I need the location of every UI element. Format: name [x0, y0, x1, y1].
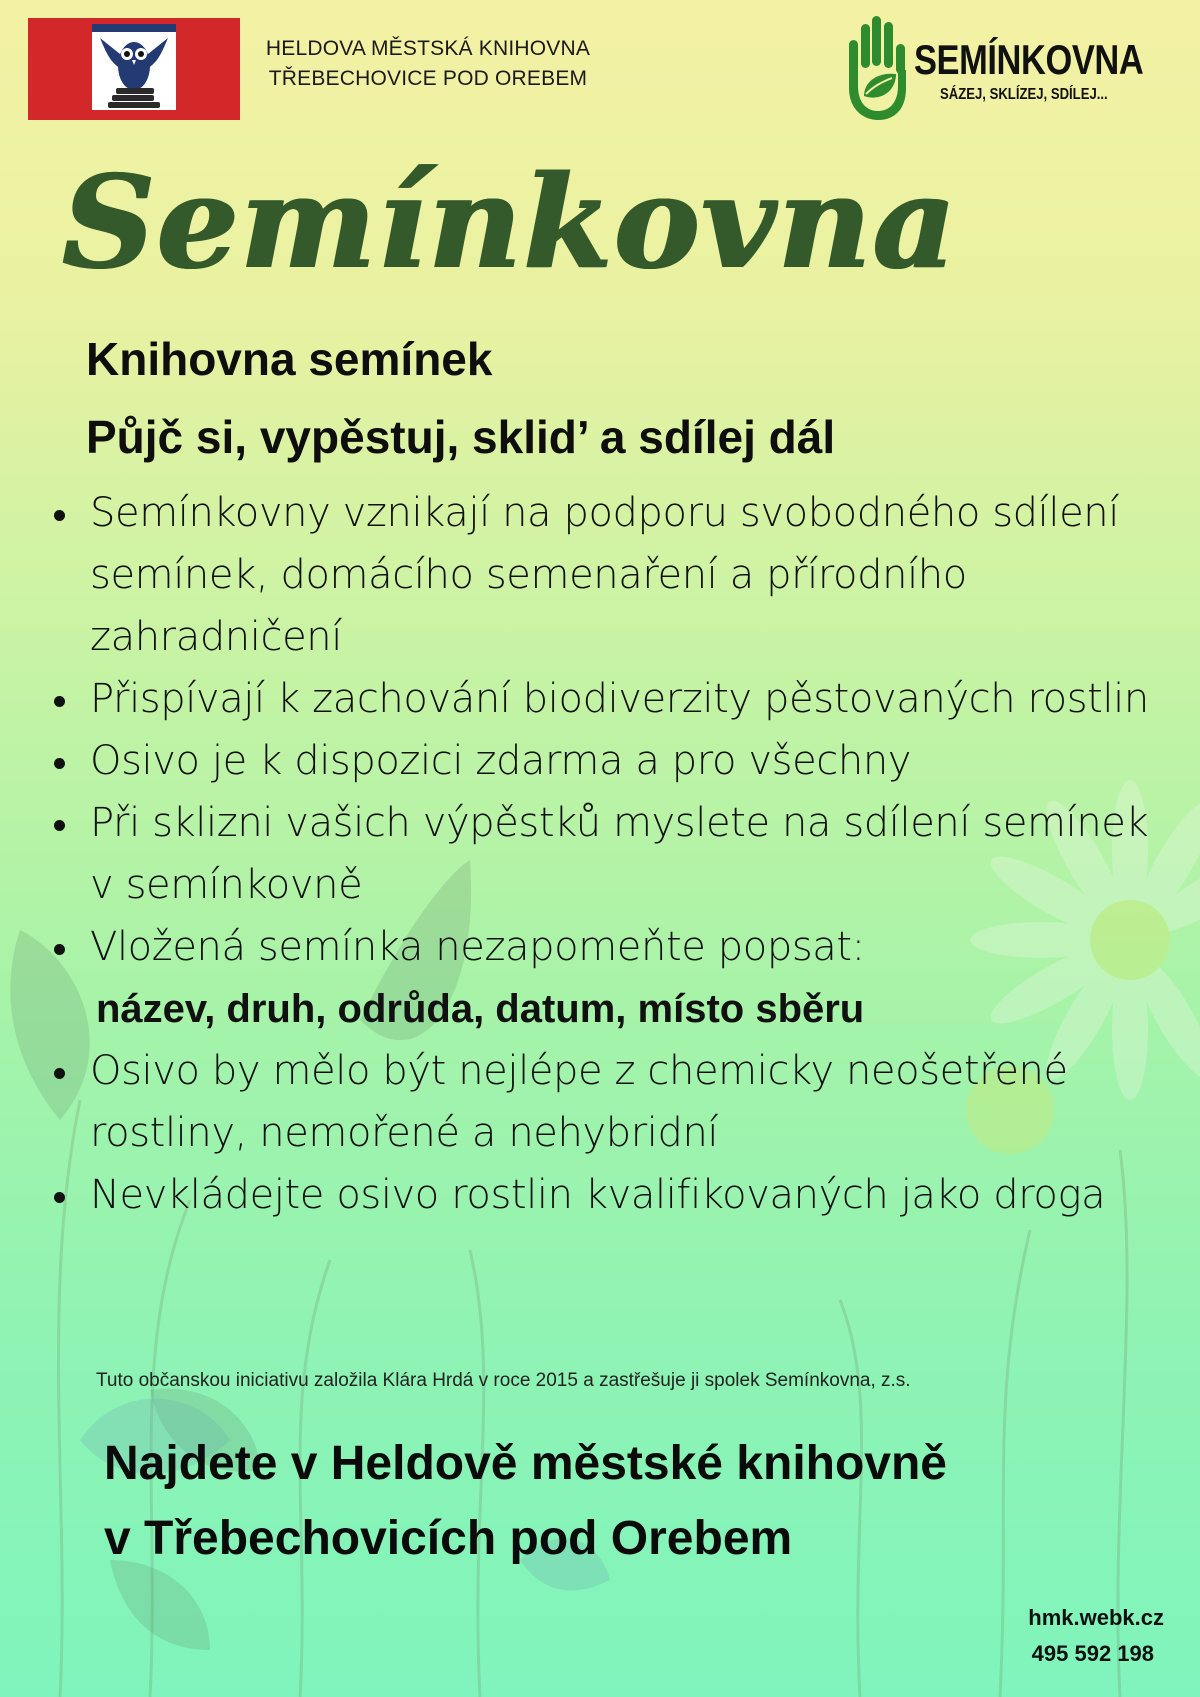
- bullet-item: [50, 668, 1180, 730]
- bullet-dot-icon: [54, 820, 65, 831]
- bullet-text: Přispívají k zachování biodiverzity pěstovaných rostlin: [90, 676, 1149, 722]
- bullet-text: Osivo je k dispozici zdarma a pro všechny: [90, 738, 912, 784]
- library-name-line2: TŘEBECHOVICE POD OREBEM: [268, 67, 588, 90]
- library-name: [248, 34, 608, 94]
- owl-on-books-icon: [92, 24, 176, 110]
- bullet-dot-icon: [54, 944, 65, 955]
- bullet-dot-icon: [54, 1068, 65, 1079]
- bullet-text: Osivo by mělo být nejlépe z chemicky neošetřené rostliny, nemořené a nehybridní: [90, 1048, 1068, 1156]
- bullet-item: [50, 792, 1180, 916]
- phone-number: 495 592 198: [1031, 1641, 1154, 1666]
- bullet-text: Semínkovny vznikají na podporu svobodného sdílení semínek, domácího semenaření a přírodního zahradničení: [90, 490, 1119, 660]
- bullet-item: [50, 482, 1180, 668]
- bullet-item: [50, 916, 1180, 1040]
- bullet-text: Při sklizni vašich výpěstků myslete na sdílení semínek v semínkovně: [90, 800, 1149, 908]
- contact-info: [1028, 1600, 1164, 1672]
- library-name-line1: HELDOVA MĚSTSKÁ KNIHOVNA: [265, 37, 591, 60]
- bullet-item: [50, 1040, 1180, 1164]
- bullet-item: [50, 730, 1180, 792]
- location-line1: Najdete v Heldově městské knihovně: [104, 1437, 947, 1490]
- website-link[interactable]: hmk.webk.cz: [1028, 1605, 1164, 1630]
- bullet-dot-icon: [54, 1192, 65, 1203]
- info-bullet-list: [50, 482, 1180, 1226]
- bullet-text: Vložená semínka nezapomeňte popsat:: [90, 924, 865, 970]
- seminkovna-tagline: SÁZEJ, SKLÍZEJ, SDÍLEJ...: [940, 86, 1108, 103]
- subtitle-slogan: Půjč si, vypěstuj, sklid’ a sdílej dál: [86, 411, 836, 463]
- bullet-text: Nevkládejte osivo rostlin kvalifikovaných jako droga: [90, 1172, 1106, 1218]
- library-logo: [28, 18, 240, 120]
- founder-note: Tuto občanskou iniciativu založila Klára Hrdá v roce 2015 a zastřešuje ji spolek Semínkovna, z.s.: [96, 1370, 911, 1391]
- bullet-dot-icon: [54, 758, 65, 769]
- hand-leaf-icon: [846, 14, 916, 122]
- bullet-dot-icon: [54, 696, 65, 707]
- bullet-item: [50, 1164, 1180, 1226]
- seminkovna-logo: [846, 14, 1186, 122]
- page-title: Semínkovna: [62, 148, 958, 298]
- bullet-dot-icon: [54, 510, 65, 521]
- subtitle-seed-library: Knihovna semínek: [86, 333, 493, 385]
- bullet-bold-fields: název, druh, odrůda, datum, místo sběru: [96, 987, 865, 1031]
- seminkovna-brand: SEMÍNKOVNA: [914, 36, 1144, 83]
- location-line2: v Třebechovicích pod Orebem: [104, 1512, 793, 1565]
